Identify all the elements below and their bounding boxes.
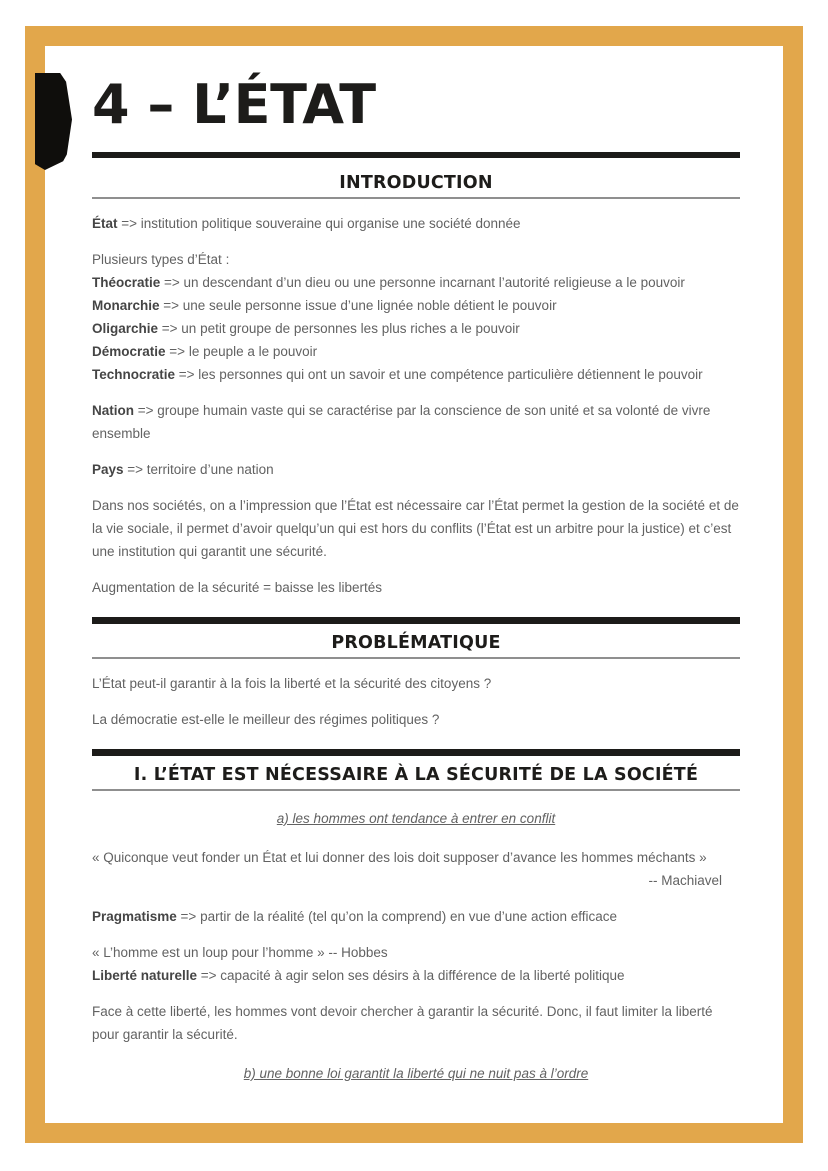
subsection-title: b) une bonne loi garantit la liberté qui ne nuit pas à l’ordre (243, 1066, 589, 1081)
section-title: I. L’ÉTAT EST NÉCESSAIRE À LA SÉCURITÉ DE LA SOCIÉTÉ (92, 756, 740, 791)
definition-etat (92, 212, 740, 235)
paragraph (92, 576, 740, 599)
text-line (92, 317, 740, 340)
text-run: => une seule personne issue d’une lignée noble détient le pouvoir (159, 298, 557, 313)
text-run: => territoire d’une nation (123, 462, 274, 477)
question (92, 708, 740, 731)
text-run: => groupe humain vaste qui se caractérise par la conscience de son unité et sa volonté de vivre ensemble (92, 403, 711, 441)
chapter-title: 4 – L’ÉTAT (92, 73, 376, 136)
paragraph (92, 1000, 740, 1046)
definition-pays (92, 458, 740, 481)
quote-machiavel (92, 846, 740, 892)
section-divider-rule (92, 617, 740, 624)
term-bold: Oligarchie (92, 321, 159, 336)
text-run: « L’homme est un loup pour l’homme » -- Hobbes (92, 945, 388, 960)
text-line (92, 248, 740, 271)
text-run: Augmentation de la sécurité = baisse les libertés (92, 580, 383, 595)
term-bold: État (92, 216, 118, 231)
text-run: « Quiconque veut fonder un État et lui donner des lois doit supposer d’avance les hommes méchants » (92, 850, 707, 865)
text-run: Dans nos sociétés, on a l’impression que l’État est nécessaire car l’État permet la gestion de la société et de la vie sociale, il permet d’avoir quelqu’un qui est hors du conflits (l’État est un arbitre pour la justice) et c’est une institution qui garantit une sécurité. (92, 498, 739, 559)
text-line (92, 294, 740, 317)
document-content (92, 74, 740, 1101)
section-heading-group (92, 164, 740, 199)
question (92, 672, 740, 695)
text-line (92, 941, 740, 964)
text-line (92, 846, 740, 869)
section-heading-group (92, 617, 740, 659)
term-bold: Liberté naturelle (92, 968, 198, 983)
text-line (92, 271, 740, 294)
definition-pragmatisme (92, 905, 740, 928)
text-run: => le peuple a le pouvoir (165, 344, 318, 359)
text-run: La démocratie est-elle le meilleur des régimes politiques ? (92, 712, 440, 727)
text-run: -- Machiavel (648, 873, 722, 888)
definition-nation (92, 399, 740, 445)
text-run: L’État peut-il garantir à la fois la liberté et la sécurité des citoyens ? (92, 676, 492, 691)
term-bold: Nation (92, 403, 134, 418)
subsection-title: a) les hommes ont tendance à entrer en conflit (276, 811, 556, 826)
text-run: => institution politique souveraine qui organise une société donnée (117, 216, 521, 231)
text-run: => capacité à agir selon ses désirs à la différence de la liberté politique (197, 968, 625, 983)
document-body (92, 164, 740, 1085)
term-bold: Pragmatisme (92, 909, 177, 924)
term-bold: Technocratie (92, 367, 176, 382)
text-line (92, 363, 740, 386)
text-run: Plusieurs types d’État : (92, 252, 230, 267)
types-of-state-list (92, 248, 740, 386)
text-line (92, 964, 740, 987)
text-run: => les personnes qui ont un savoir et une compétence particulière détiennent le pouvoir (175, 367, 703, 382)
quote-hobbes (92, 941, 740, 987)
title-rule (92, 152, 740, 158)
text-run: => partir de la réalité (tel qu’on la comprend) en vue d’une action efficace (176, 909, 618, 924)
text-line (92, 340, 740, 363)
quote-attribution (92, 869, 740, 892)
section-heading-group (92, 749, 740, 791)
text-run: => un petit groupe de personnes les plus riches a le pouvoir (158, 321, 520, 336)
term-bold: Pays (92, 462, 124, 477)
section-title: INTRODUCTION (92, 164, 740, 199)
term-bold: Théocratie (92, 275, 161, 290)
section-title: PROBLÉMATIQUE (92, 624, 740, 659)
term-bold: Démocratie (92, 344, 166, 359)
section-divider-rule (92, 749, 740, 756)
term-bold: Monarchie (92, 298, 160, 313)
text-run: Face à cette liberté, les hommes vont devoir chercher à garantir la sécurité. Donc, il faut limiter la liberté pour garantir la sécurité. (92, 1004, 713, 1042)
text-run: => un descendant d’un dieu ou une personne incarnant l’autorité religieuse a le pouvoir (160, 275, 685, 290)
paragraph (92, 494, 740, 563)
